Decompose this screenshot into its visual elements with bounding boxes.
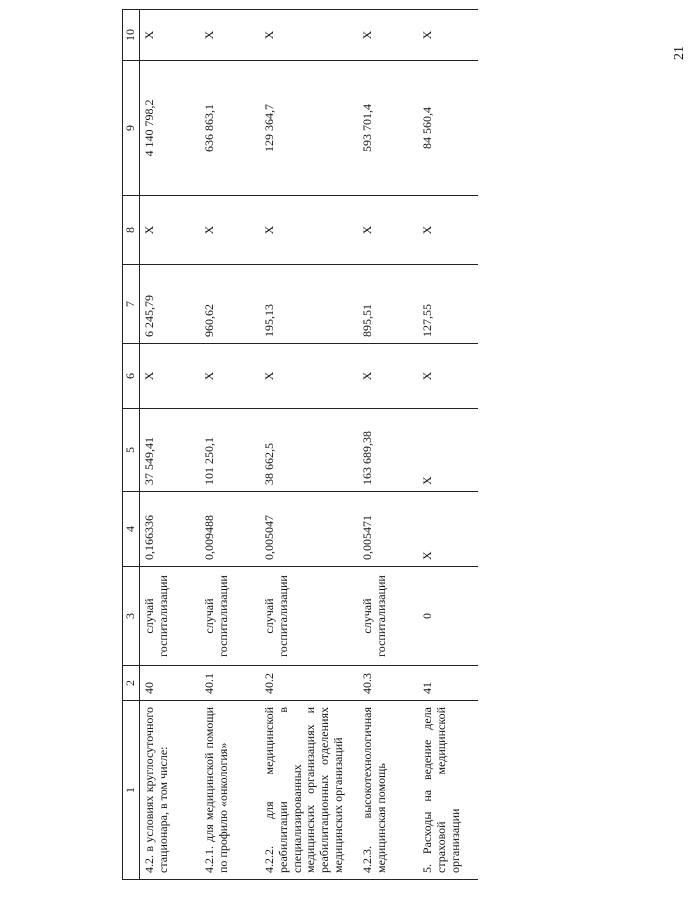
row-col10: Х bbox=[418, 10, 478, 61]
row-cost: 38 662,5 bbox=[260, 409, 358, 492]
rotated-table-container bbox=[122, 29, 592, 880]
column-header-1: 1 bbox=[123, 701, 140, 880]
row-norm: Х bbox=[418, 492, 478, 567]
row-col6: Х bbox=[140, 344, 201, 409]
row-norm: 0,166336 bbox=[140, 492, 201, 567]
row-col8: Х bbox=[140, 196, 201, 265]
row-col7: 195,13 bbox=[260, 265, 358, 344]
row-col9: 4 140 798,2 bbox=[140, 61, 201, 196]
row-unit: случай госпитализации bbox=[200, 567, 260, 666]
column-header-5: 5 bbox=[123, 409, 140, 492]
row-unit: случай госпитализации bbox=[140, 567, 201, 666]
row-norm: 0,005471 bbox=[358, 492, 418, 567]
row-line-number: 40.2 bbox=[260, 666, 358, 701]
row-col7: 895,51 bbox=[358, 265, 418, 344]
row-norm: 0,005047 bbox=[260, 492, 358, 567]
row-col7: 960,62 bbox=[200, 265, 260, 344]
table-row bbox=[140, 10, 201, 880]
row-unit: случай госпитализации bbox=[260, 567, 358, 666]
column-header-7: 7 bbox=[123, 265, 140, 344]
table-row bbox=[358, 10, 418, 880]
row-col8: Х bbox=[418, 196, 478, 265]
row-col10: Х bbox=[260, 10, 358, 61]
row-col10: Х bbox=[358, 10, 418, 61]
column-header-8: 8 bbox=[123, 196, 140, 265]
row-col8: Х bbox=[200, 196, 260, 265]
page-number: 21 bbox=[672, 46, 687, 60]
table-row bbox=[260, 10, 358, 880]
row-col7: 127,55 bbox=[418, 265, 478, 344]
row-cost: 101 250,1 bbox=[200, 409, 260, 492]
row-line-number: 40.3 bbox=[358, 666, 418, 701]
row-cost: 37 549,41 bbox=[140, 409, 201, 492]
column-header-2: 2 bbox=[123, 666, 140, 701]
row-line-number: 40.1 bbox=[200, 666, 260, 701]
row-cost: Х bbox=[418, 409, 478, 492]
row-col9: 84 560,4 bbox=[418, 61, 478, 196]
row-col9: 593 701,4 bbox=[358, 61, 418, 196]
row-col10: Х bbox=[140, 10, 201, 61]
row-col6: Х bbox=[260, 344, 358, 409]
row-norm: 0,009488 bbox=[200, 492, 260, 567]
column-header-9: 9 bbox=[123, 61, 140, 196]
table-row bbox=[418, 10, 478, 880]
column-header-4: 4 bbox=[123, 492, 140, 567]
table-header-row bbox=[123, 10, 140, 880]
row-name: 4.2. в условиях круглосуточного стационара, в том числе: bbox=[140, 701, 201, 880]
row-col9: 129 364,7 bbox=[260, 61, 358, 196]
row-col8: Х bbox=[260, 196, 358, 265]
row-line-number: 40 bbox=[140, 666, 201, 701]
row-unit: случай госпитализации bbox=[358, 567, 418, 666]
row-name: 4.2.2. для медицинской реабилитации в специализированных медицинских организациях и реабилитационных отделениях медицинских организаций bbox=[260, 701, 358, 880]
row-name: 4.2.3. высокотехнологичная медицинская помощь bbox=[358, 701, 418, 880]
table-row bbox=[200, 10, 260, 880]
row-name: 5. Расходы на ведение дела страховой медицинской организации bbox=[418, 701, 478, 880]
row-cost: 163 689,38 bbox=[358, 409, 418, 492]
row-line-number: 41 bbox=[418, 666, 478, 701]
row-col9: 636 863,1 bbox=[200, 61, 260, 196]
row-name: 4.2.1. для медицинской помощи по профилю «онкология» bbox=[200, 701, 260, 880]
row-col8: Х bbox=[358, 196, 418, 265]
column-header-10: 10 bbox=[123, 10, 140, 61]
column-header-3: 3 bbox=[123, 567, 140, 666]
row-col6: Х bbox=[418, 344, 478, 409]
row-col10: Х bbox=[200, 10, 260, 61]
row-col6: Х bbox=[200, 344, 260, 409]
column-header-6: 6 bbox=[123, 344, 140, 409]
row-unit: 0 bbox=[418, 567, 478, 666]
financial-table bbox=[122, 9, 478, 880]
row-col6: Х bbox=[358, 344, 418, 409]
row-col7: 6 245,79 bbox=[140, 265, 201, 344]
